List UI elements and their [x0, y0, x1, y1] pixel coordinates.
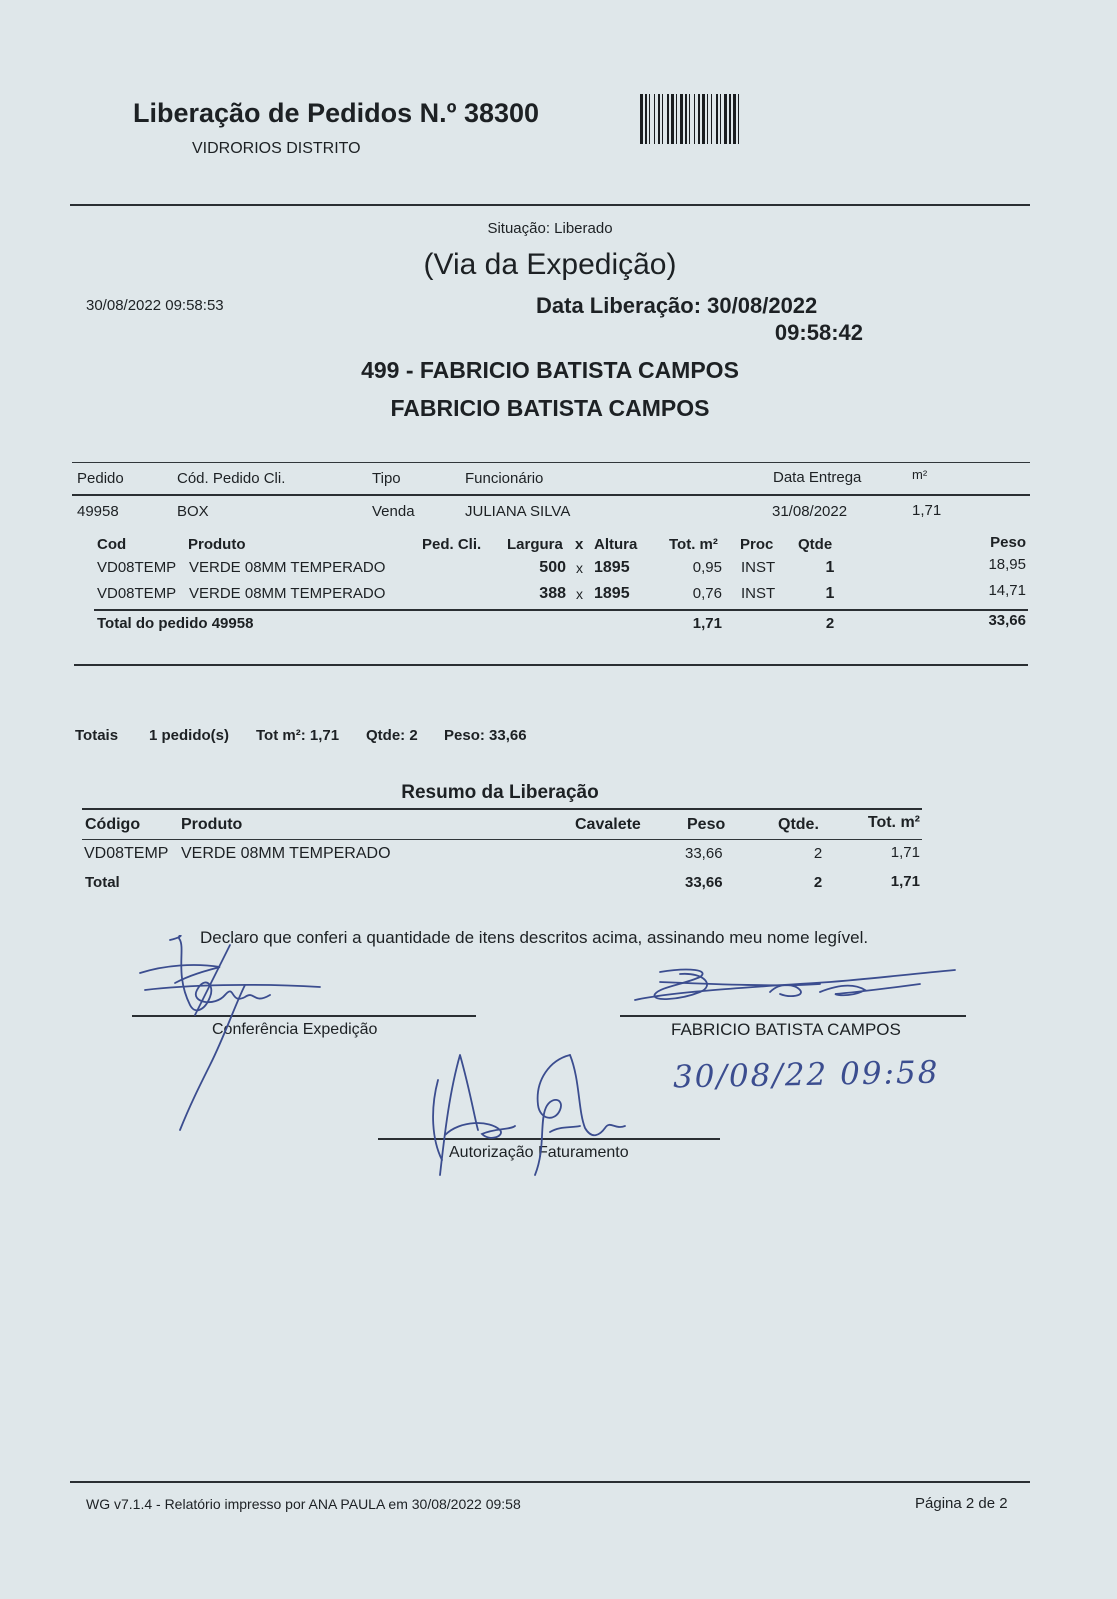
item-tot-m2: 0,95	[692, 559, 722, 576]
printed-datetime: 30/08/2022 09:58:53	[86, 297, 224, 314]
summary-col-tot-m2: Tot. m²	[867, 814, 920, 831]
col-x: x	[575, 536, 584, 553]
barcode-bar	[671, 94, 674, 144]
order-total-weight: 33,66	[988, 612, 1026, 629]
summary-title: Resumo da Liberação	[401, 782, 599, 803]
barcode-bar	[724, 94, 727, 144]
col-proc: Proc	[740, 536, 774, 553]
order-employee: JULIANA SILVA	[465, 503, 571, 520]
item-code: VD08TEMP	[97, 585, 177, 602]
order-total-qty: 2	[825, 615, 835, 632]
totals-qty: Qtde: 2	[366, 727, 418, 744]
col-cod-pedido-cli: Cód. Pedido Cli.	[177, 470, 286, 487]
summary-total-label: Total	[85, 874, 120, 891]
signature-conferencia-image	[135, 935, 335, 1135]
item-height: 1895	[594, 559, 630, 576]
totals-label: Totais	[75, 727, 119, 744]
barcode-bar	[662, 94, 663, 144]
item-qty: 1	[825, 559, 835, 576]
barcode-bar	[667, 94, 669, 144]
declaration-text: Declaro que conferi a quantidade de itens descritos acima, assinando meu nome legível.	[200, 928, 869, 947]
order-client-code: BOX	[177, 503, 209, 520]
item-qty: 1	[825, 585, 835, 602]
summary-col-cavalete: Cavalete	[575, 816, 641, 833]
barcode-bar	[694, 94, 695, 144]
col-produto: Produto	[188, 536, 246, 553]
order-m2: 1,71	[912, 502, 942, 519]
document-title: Liberação de Pedidos N.º 38300	[133, 98, 540, 128]
summary-total-m2: 1,71	[890, 873, 920, 890]
footer-left: WG v7.1.4 - Relatório impresso por ANA PAULA em 30/08/2022 09:58	[86, 1496, 521, 1512]
barcode-bar	[645, 94, 647, 144]
summary-col-codigo: Código	[85, 816, 141, 833]
barcode-bar	[698, 94, 700, 144]
barcode-image	[640, 94, 810, 144]
col-altura: Altura	[594, 536, 638, 553]
col-tipo: Tipo	[372, 470, 401, 487]
summary-total-qty: 2	[813, 874, 823, 891]
divider	[72, 462, 1030, 463]
summary-m2: 1,71	[890, 844, 920, 861]
col-data-entrega: Data Entrega	[773, 469, 862, 486]
item-product: VERDE 08MM TEMPERADO	[189, 559, 386, 576]
barcode-bar	[733, 94, 736, 144]
barcode-bar	[707, 94, 708, 144]
company-name: VIDRORIOS DISTRITO	[192, 140, 361, 157]
item-tot-m2: 0,76	[692, 585, 722, 602]
status-text: Situação: Liberado	[487, 220, 613, 237]
footer-divider	[70, 1481, 1030, 1483]
signature-label-cliente: FABRICIO BATISTA CAMPOS	[671, 1020, 901, 1039]
signature-label-conferencia: Conferência Expedição	[212, 1021, 378, 1038]
divider	[82, 808, 922, 810]
col-m2: m²	[912, 467, 928, 482]
summary-code: VD08TEMP	[84, 845, 169, 862]
totals-m2: Tot m²: 1,71	[256, 727, 340, 744]
barcode-bar	[738, 94, 739, 144]
divider	[74, 664, 1028, 666]
item-proc: INST	[741, 559, 776, 576]
signature-cliente-image	[630, 962, 960, 1022]
item-weight: 18,95	[988, 556, 1026, 573]
barcode-bar	[640, 94, 643, 144]
divider	[82, 839, 922, 840]
order-number: 49958	[77, 503, 119, 520]
summary-total-weight: 33,66	[685, 874, 723, 891]
barcode-bar	[658, 94, 660, 144]
barcode-bar	[729, 94, 731, 144]
barcode-bar	[680, 94, 683, 144]
release-time: 09:58:42	[774, 320, 863, 345]
barcode-bar	[716, 94, 718, 144]
order-type: Venda	[372, 503, 415, 520]
col-tot-m2: Tot. m²	[669, 536, 718, 553]
signature-label-autorizacao: Autorização Faturamento	[449, 1144, 629, 1161]
item-proc: INST	[741, 585, 776, 602]
summary-qty: 2	[813, 845, 823, 862]
release-date: Data Liberação: 30/08/2022	[536, 293, 818, 318]
divider	[70, 204, 1030, 206]
totals-weight: Peso: 33,66	[444, 727, 527, 744]
item-weight: 14,71	[988, 582, 1026, 599]
handwritten-date: 30/08/22 09:58	[672, 1054, 940, 1096]
order-total-m2: 1,71	[692, 615, 722, 632]
barcode-bar	[711, 94, 712, 144]
col-ped-cli: Ped. Cli.	[422, 536, 482, 553]
via-label: (Via da Expedição)	[423, 248, 677, 281]
barcode-bar	[654, 94, 655, 144]
item-width: 500	[539, 559, 566, 576]
summary-col-produto: Produto	[181, 816, 243, 833]
item-height: 1895	[594, 585, 630, 602]
item-width: 388	[539, 585, 566, 602]
order-total-label: Total do pedido 49958	[97, 615, 254, 632]
barcode-bar	[676, 94, 677, 144]
barcode-bar	[689, 94, 690, 144]
barcode-bar	[702, 94, 705, 144]
col-qtde: Qtde	[798, 536, 833, 553]
barcode-bar	[685, 94, 687, 144]
summary-weight: 33,66	[685, 845, 723, 862]
barcode-bar	[649, 94, 650, 144]
barcode-bar	[720, 94, 721, 144]
item-product: VERDE 08MM TEMPERADO	[189, 585, 386, 602]
item-code: VD08TEMP	[97, 559, 177, 576]
signature-autorizacao-image	[420, 1050, 640, 1180]
totals-orders: 1 pedido(s)	[149, 727, 230, 744]
col-peso: Peso	[990, 534, 1026, 551]
summary-col-qtde: Qtde.	[778, 816, 819, 833]
col-largura: Largura	[507, 536, 563, 553]
page-number: Página 2 de 2	[915, 1495, 1008, 1512]
summary-product: VERDE 08MM TEMPERADO	[181, 845, 391, 862]
col-funcionario: Funcionário	[465, 470, 544, 487]
divider	[94, 609, 1028, 611]
divider	[72, 494, 1030, 496]
client-code-name: 499 - FABRICIO BATISTA CAMPOS	[361, 357, 739, 383]
order-delivery-date: 31/08/2022	[772, 503, 848, 520]
item-x: x	[576, 586, 583, 602]
item-x: x	[576, 560, 583, 576]
col-cod: Cod	[97, 536, 127, 553]
col-pedido: Pedido	[77, 470, 124, 487]
client-name: FABRICIO BATISTA CAMPOS	[390, 395, 710, 421]
summary-col-peso: Peso	[687, 816, 726, 833]
